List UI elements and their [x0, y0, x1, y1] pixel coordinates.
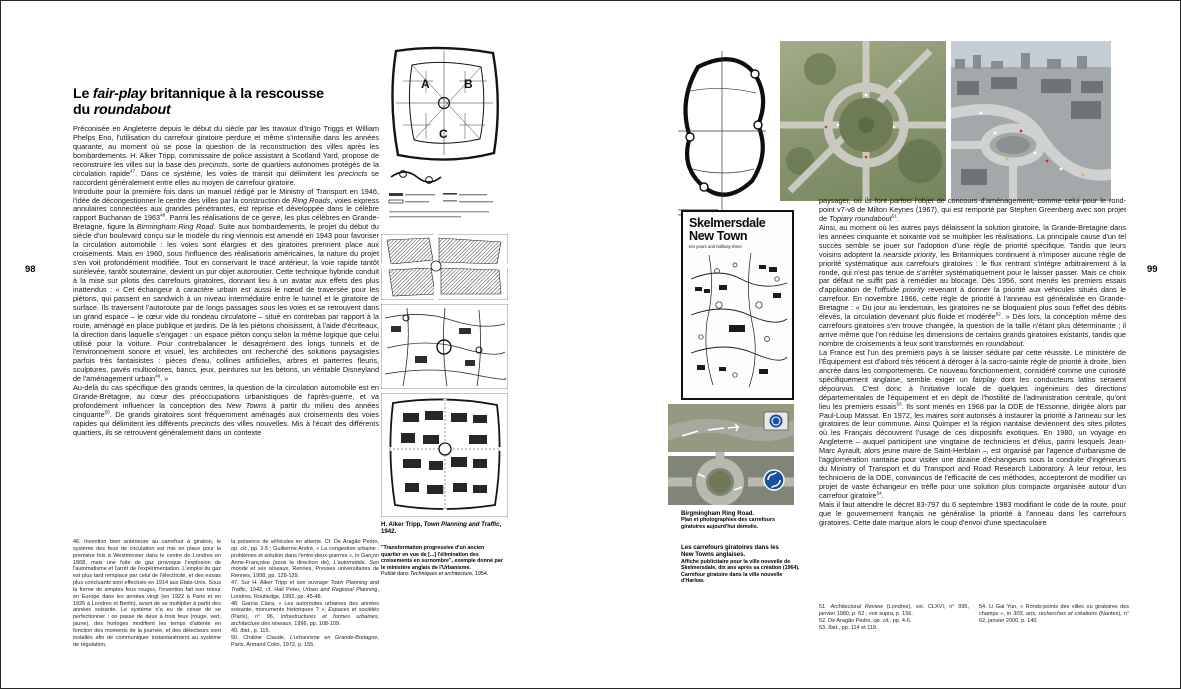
transformation-caption-main: "Transformation progressive d'un ancien quartier en vue de [...] l'élimination des croisements en surnombre", exemple donné par le ministère anglais de l'Urbanisme. — [381, 545, 503, 571]
paragraph-left-2: Introduite pour la première fois dans un manuel rédigé par le Ministry of Transport en 1946, l'idée de décongestionner le centre des villes par la construction de Ring Roads, voies express annulaires connectées aux grandes pénétrantes, est reprise et développée dans le célèbre rapport Buchanan de 1963$^{48}$. Parmi les réalisations de ce genre, les plus célèbres en Grande-Bretagne, figure la Birmingham Ring Road. Suite aux bombardements, le projet du début du siècle d'un boulevard conçu sur le modèle du ring viennois est amendé en 1943 pour favoriser la circulation automobile : les voies sont élargies et des giratoires prennent place aux croisements. Mais en 1960, sous l'influence des réalisations américaines, la nature du projet s'en voit profondément modifiée. Tout en conservant le tracé antérieur, la voie rapide tantôt surélevée, tantôt souterraine, devient un pur objet autoroutier. Cette technique hybride conduit à la mise sur pilotis des carrefours giratoires, donnant lieu à un avatar aux effets des plus inattendus : « Cet échangeur à caractère urbain est aussi le nœud de traversée pour les piétons, qui passent en sandwich à un niveau intermédiaire entre le tunnel et le giratoire de surface. Ils traversent l'autoroute par de longs passages sous les voies et se retrouvent dans un grand espace – le cœur vide du rondeau circulatoire – situé en contrebas par rapport à la route, aménagé en place publique et jardins. De là les piétons choisissent, à l'aide d'écriteaux, la direction dans laquelle s'engager : un espace piéton conçu selon la même logique que celui utilisé pour la voiture. Pour contrebalancer le désagrément des longs tunnels et de l'environnement sonore et visuel, les architectes ont recherché des solutions paysagistes parfois très fantaisistes : pièces d'eau, collines artificielles, arbres et parterres fleuris, sculptures, pavés multicolores, bancs, jeux, peintures sur les bétons, un véritable Disneyland de l'aménagement urbain$^{49}$. » — [73, 186, 379, 384]
birmingham-caption-title: Birgmingham Ring Road. — [681, 510, 755, 517]
section-title-line1: Le fair-play britannique à la rescousse — [73, 86, 324, 102]
footnote-49: 49. Ibid., p. 115. — [231, 627, 271, 634]
newtowns-caption-title-line1: Les carrefours giratoires dans les — [681, 544, 779, 551]
transformation-figure-caption — [381, 545, 505, 578]
newtowns-caption — [681, 544, 805, 585]
left-footnotes-column-1 — [73, 539, 221, 649]
transformation-caption-source: Publié dans Techniques et architecture, 1954. — [381, 571, 489, 577]
right-footnotes-column-1 — [819, 604, 969, 631]
paragraph-right-1: paysager, où ils font parfois l'objet de concours d'aménagement, comme celui pour le rond-point v7-v8 de Milton Keynes (1967), qui est remporté par Stephen Greenberg avec son projet de Topiary roundabout$^{51}$. — [819, 196, 1126, 223]
page-number-right: 99 — [1147, 264, 1158, 275]
birmingham-caption — [681, 510, 799, 530]
footnote-54: 54. Li Gai Yun, « Ronds-points des villes ou giratoires des champs », in 303, arts, recherches et créations (Nantes), n° 62, janvier 2000, p. 140. — [979, 604, 1130, 624]
poster-subtitle: ten years and halfway there — [689, 243, 742, 249]
footnote-46: 46. Invention bien antérieure au carrefour à giration, le système des feux de circulation est mis en place pour la première fois à Westminster dans le centre de Londres en 1868, mais une fuite de gaz provoque l'explosion de l'automatisme et l'arrêt de l'expérimentation. L'emploi du gaz est plus tard remplacé par celui de l'électricité, et des essais plus concluants sont effectués en 1914 aux États-Unis. Sous la forme de simples feux rouges, l'invention fait son retour en Europe dans les années vingt (en 1922 à Paris et en 1926 à Londres et Berlin), avant de se multiplier à partir des années soixante. Le système n'a eu de cesse de se perfectionner : on passe de deux à trois feux (rouge, vert, jaune), des horloges modifient les temps d'attente en fonction des moments de la journée, et des détecteurs sont installés afin de communiquer instantanément au système de régulation, — [73, 539, 221, 648]
poster-line-art — [689, 249, 789, 389]
tripp-figure-caption: H. Alker Tripp, Town Planning and Traffic, 1942. — [381, 521, 502, 536]
birmingham-caption-body: Plan et photographies des carrefours giratoires aujourd'hui démolis. — [681, 517, 775, 530]
section-title-line2: du roundabout — [73, 101, 171, 118]
skelmersdale-poster-figure — [681, 210, 794, 400]
footnote-53: 53. Ibid., pp. 114 et 118. — [819, 624, 878, 631]
city-aerial-photo — [951, 41, 1111, 201]
footnote-46-continued: la présence de véhicules en attente. Cf. De Aragão Pedro, op. cit., pp. 2-5 ; Guillerme André, « La congestion urbaine : problèmes et solution dans l'entre-deux-guerres », in Garçon Anne-Françoise (sous la direction de), L'automobile, Son monde et ses réseaux, Rennes, Presses universitaires de Rennes, 1998, pp. 128-129. — [231, 539, 380, 580]
newtowns-caption-body1: Affiche publicitaire pour la ville nouvelle de Skelmersdale, dix ans après sa création (1964). — [681, 558, 800, 572]
roundabout-arrows-sign-icon — [764, 470, 784, 490]
right-footnotes-column-2 — [979, 604, 1129, 625]
district-plan-figure-3 — [381, 393, 508, 517]
footnote-52: 52. De Aragão Pedro, op. cit., pp. 4-6. — [819, 617, 912, 624]
harlow-roundabout-photos — [668, 404, 794, 505]
section-title — [73, 87, 324, 118]
footnote-51: 51. Architectural Review (Londres), vol. CLXVI, n° 995, janvier 1980, p. 62 ; voir supra, p. 156. — [819, 604, 969, 617]
birmingham-ring-road-plan-figure — [668, 41, 775, 227]
page-number-left: 98 — [25, 264, 36, 275]
footnote-48: 48. Garcia Clara, « Les autoroutes urbaines des années soixante, monuments historiques ? », Espaces et sociétés (Paris), n° 96, Infrastructures et formes urbaines, architecture des réseaux, 1996, pp. 108-109. — [231, 600, 379, 628]
paragraph-left-1: Préconisée en Angleterre depuis le début du siècle par les travaux d'Inigo Triggs et William Phelps Eno, l'utilisation du carrefour giratoire perdure et même s'intensifie dans les années quarante, au moment où se pose la question de la reconstruction des villes après les bombardements. H. Alker Tripp, commissaire de police assistant à Scotland Yard, propose de reconstruire les villes sur la base des precincts, sorte de quartiers autonomes protégés de la circulation rapide$^{47}$. Dans ce système, les voies de transit qui délimitent les precincts se raccordent généralement entre elles au moyen de carrefour giratoire. — [73, 124, 379, 187]
newtowns-caption-body2: Carrefour giratoire dans la ville nouvelle d'Harlow. — [681, 571, 783, 585]
map-label-a: A — [421, 77, 430, 91]
district-plan-figure-2 — [381, 304, 508, 389]
paragraph-right-4: Mais il faut attendre le décret 83-797 du 6 septembre 1983 modifiant le code de la route, pour que le gouvernement français ne généralise la priorité à l'anneau dans les carrefours giratoires. Cette date marque alors le coup d'envoi d'une spectaculaire — [819, 499, 1126, 527]
newtowns-caption-title-line2: New Towns anglaises. — [681, 551, 746, 559]
paragraph-right-2: Ainsi, au moment où les autres pays délaissent la solution giratoire, la Grande-Bretagne dans les années cinquante et soixante voit se multiplier les réalisations. La principale cause d'un tel succès semble se jouer sur l'adoption d'une règle de priorité spécifique. Tandis que leurs voisins adoptent la nearside priority, les Britanniques continuent à n'imposer aucune règle de priorité systématique aux carrefours giratoires : le flux rentrant s'intègre arbitrairement à la ronde, qui n'est pas tenue de s'arrêter systématiquement pour le laisser passer. Mais ce choix par défaut ne suffit pas à remédier au blocage. Dès 1956, sont menés les premiers essais d'application de l'offside priority revenant à donner la priorité aux véhicules situés dans le carrefour. En novembre 1966, cette règle de priorité à l'anneau est généralisée en Grande-Bretagne : « Du jour au lendemain, les giratoires ne se bloquaient plus sous l'effet des débits élevés, la circulation devenant plus fluide et modérée$^{52}$. » Dès lors, la conception même des carrefours giratoires s'en trouve changée, la question de la taille n'étant plus déterminante ; il arrive même que l'on réduise les dimensions de certains grands giratoires existants, tandis que nombre de croisements à feux sont transformés en roundabout. — [819, 222, 1127, 348]
right-page-body-text — [819, 197, 1126, 528]
tripp-precincts-map-figure — [381, 41, 508, 229]
left-page-body-text — [73, 125, 379, 438]
left-footnotes-column-2 — [231, 539, 379, 649]
poster-title-line1: Skelmersdale — [689, 216, 766, 230]
map-label-c: C — [439, 127, 448, 141]
paragraph-right-3: La France est l'un des premiers pays à se laisser séduire par cette réussite. Le ministère de l'Équipement est d'abord très réticent à déroger à la sacro-sainte règle de priorité à droite, bien ancrée dans les comportements. Ce nouveau fonctionnement, considéré comme une curiosité spécifiquement anglaise, semble exiger un fairplay dont les conducteurs latins seraient dépourvus. C'est donc à l'initiative locale de quelques ingénieurs des directions départementales de l'équipement et en dépit de l'hostilité de l'administration centrale, qu'ont lieu les premiers essais$^{53}$. Ils sont menés en 1968 par la DDE de l'Essonne, dirigée alors par Paul-Loup Massat. En 1972, les maires sont autorisés à instaurer la priorité à l'anneau sur les giratoires de leur commune. Ainsi Quimper et la région nantaise deviennent des sites pilotes où les Français découvrent l'usage de ces dispositifs exotiques. En 1980, un voyage en Angleterre – auquel participent une vingtaine de techniciens et d'élus, parmi lesquels Jean-Marc Ayrault, alors jeune maire de Saint-Herblain –, est organisé par l'agence d'urbanisme de l'agglomération nantaise pour visiter une dizaine d'échangeurs sous la conduite d'ingénieurs du Ministry of Transport et du Transport and Road Research Laboratory. À leur retour, les techniciens de la DDE, convaincus de l'efficacité de ces méthodes, accepteront de modifier un projet de vaste échangeur en trèfle pour une solution plus compacte organisée autour d'un carrefour giratoire$^{54}$. — [819, 347, 1126, 500]
paragraph-left-3: Au-delà du cas spécifique des grands centres, la question de la circulation automobile est en Grande-Bretagne, au cœur des préoccupations urbanistiques de l'après-guerre, et va profondément influencer la conception des New Towns à partir du milieu des années cinquante$^{50}$. De grands giratoires sont fréquemment aménagés aux croisements des voies rapides qui délimitent les différents precincts des villes nouvelles. Mis à l'écart des différents quartiers, ils se retrouvent généralement dans un contexte — [73, 383, 379, 437]
footnote-47: 47. Sur H. Alker Tripp et son ouvrage Town Planning and Traffic, 1942, cf. Hall Peter, Urban and Regional Planning, Londres, Routledge, 1992, pp. 45-48. — [231, 580, 379, 600]
poster-title-line2: New Town — [689, 228, 748, 243]
roundabout-aerial-photo-1 — [780, 41, 946, 201]
district-plan-figure-1 — [381, 234, 508, 300]
map-label-b: B — [464, 77, 473, 91]
footnote-50: 50. Chaline Claude, L'urbanisme en Grande-Bretagne, Paris, Armand Colin, 1972, p. 155. — [231, 634, 379, 648]
